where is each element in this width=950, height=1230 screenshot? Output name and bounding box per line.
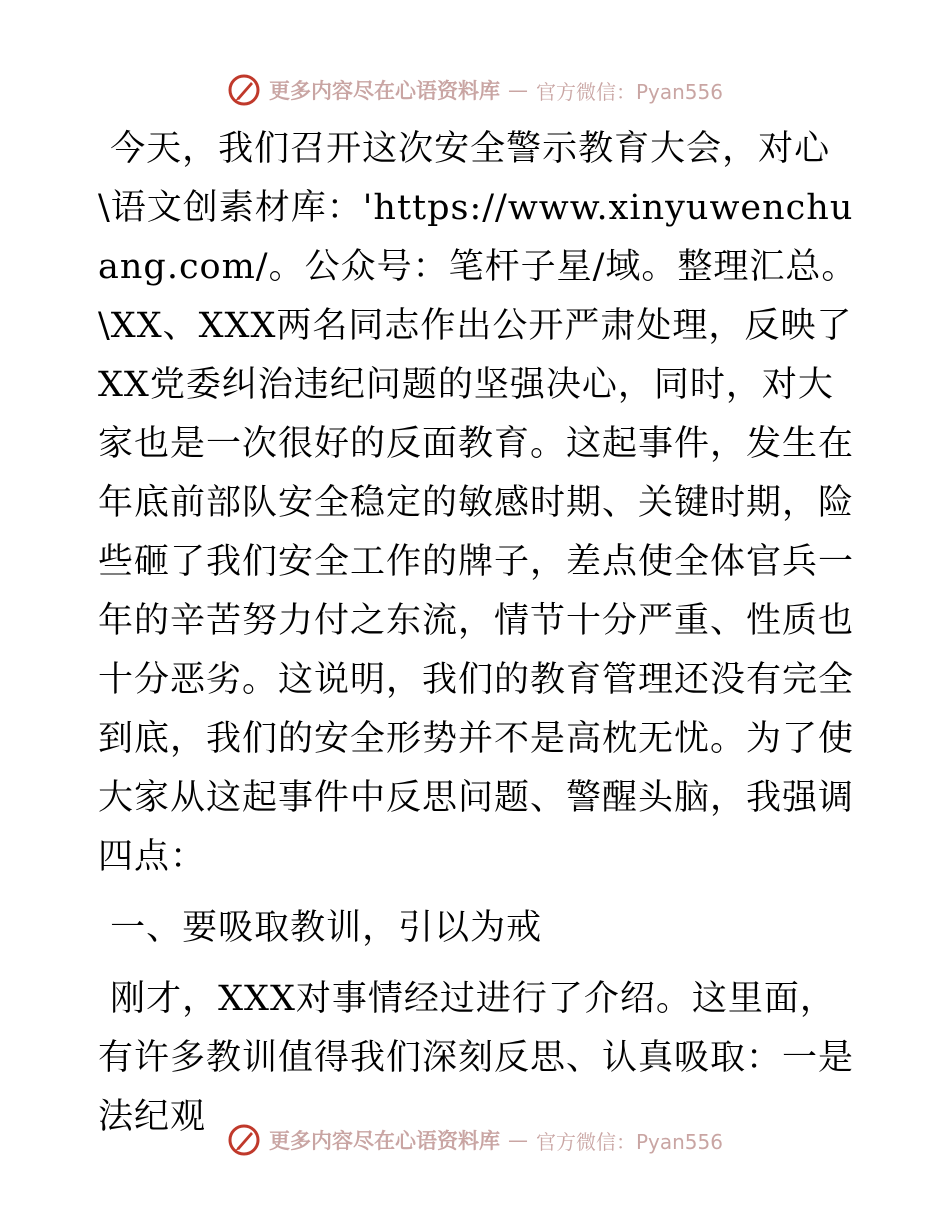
header-banner-text: 更多内容尽在心语资料库 — [268, 78, 500, 103]
footer-wechat-id: 官方微信：Pyan556 — [535, 1129, 723, 1154]
header-banner-separator: — — [507, 78, 528, 102]
quill-pen-logo-icon — [227, 1123, 261, 1157]
section-heading-1: 一、要吸取教训，引以为戒 — [98, 908, 543, 948]
footer-banner — [0, 1122, 950, 1158]
document-body — [98, 120, 858, 1147]
header-banner — [0, 72, 950, 108]
header-wechat-id: 官方微信：Pyan556 — [535, 79, 723, 104]
quill-pen-logo-icon — [227, 73, 261, 107]
footer-banner-separator: — — [507, 1128, 528, 1152]
paragraph-opening: 今天，我们召开这次安全警示教育大会，对心\语文创素材库：'https://www.xinyuwenchuang.com/。公众号：笔杆子星/域。整理汇总。\XX、XXX两名同志作出公开严肃处理，反映了XX党委纠治违纪问题的坚强决心，同时，对大家也是一次很好的反面教育。这起事件，发生在年底前部队安全稳定的敏感时期、关键时期，险些砸了我们安全工作的牌子，差点使全体官兵一年的辛苦努力付之东流，情节十分严重、性质也十分恶劣。这说明，我们的教育管理还没有完全到底，我们的安全形势并不是高枕无忧。为了使大家从这起事件中反思问题、警醒头脑，我强调四点： — [98, 129, 858, 877]
footer-banner-text: 更多内容尽在心语资料库 — [268, 1128, 500, 1153]
paragraph-section-1: 刚才，XXX对事情经过进行了介绍。这里面，有许多教训值得我们深刻反思、认真吸取：一是法纪观 — [98, 979, 855, 1137]
